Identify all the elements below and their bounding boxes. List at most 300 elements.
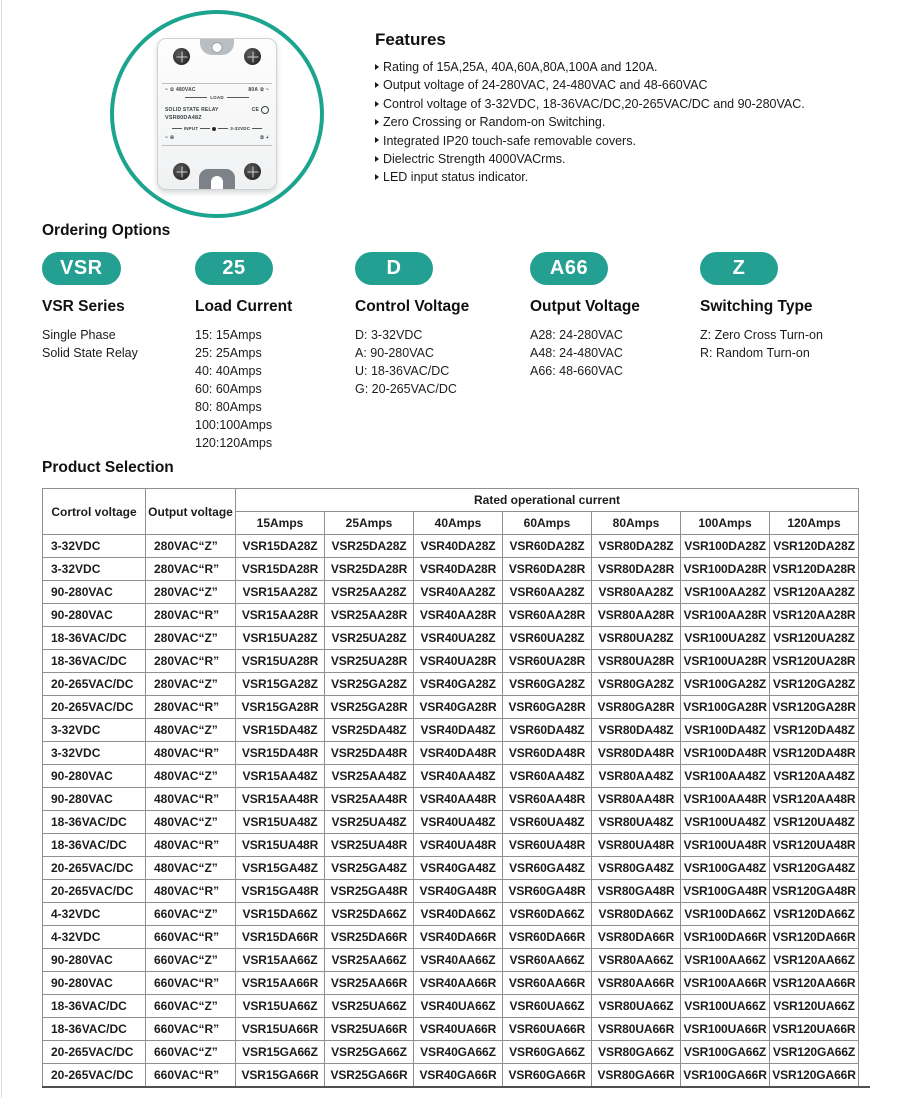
ordering-line: Single Phase [42, 328, 116, 342]
part-number-cell: VSR60UA66Z [503, 995, 592, 1018]
features-section [375, 30, 890, 187]
part-number-cell: VSR100DA48R [681, 742, 770, 765]
load-current-badge: 25 [195, 252, 273, 285]
ordering-line: A28: 24-280VAC [530, 328, 623, 342]
relay-divider [162, 145, 272, 146]
part-number-cell: VSR60AA48Z [503, 765, 592, 788]
part-number-cell: VSR80UA66Z [592, 995, 681, 1018]
output-voltage-cell: 280VAC“R” [146, 558, 236, 581]
ordering-column-series [42, 252, 138, 362]
screw-icon [173, 48, 190, 65]
relay-bottom-mount-tab [199, 169, 235, 189]
output-voltage-cell: 660VAC“R” [146, 926, 236, 949]
part-number-cell: VSR40DA28Z [414, 535, 503, 558]
ordering-line: 15: 15Amps [195, 328, 262, 342]
table-row [43, 650, 859, 673]
part-number-cell: VSR80AA48Z [592, 765, 681, 788]
output-voltage-cell: 280VAC“R” [146, 650, 236, 673]
product-selection-table [42, 488, 859, 1087]
part-number-cell: VSR15GA66R [236, 1064, 325, 1087]
relay-terminal-label: ~ ① 480VAC [165, 87, 196, 93]
part-number-cell: VSR80GA66Z [592, 1041, 681, 1064]
part-number-cell: VSR15GA66Z [236, 1041, 325, 1064]
part-number-cell: VSR25DA66R [325, 926, 414, 949]
table-row [43, 1018, 859, 1041]
part-number-cell: VSR120AA28Z [770, 581, 859, 604]
part-number-cell: VSR60GA48Z [503, 857, 592, 880]
part-number-cell: VSR120GA28Z [770, 673, 859, 696]
part-number-cell: VSR120GA28R [770, 696, 859, 719]
output-voltage-cell: 480VAC“R” [146, 880, 236, 903]
output-voltage-cell: 660VAC“Z” [146, 1041, 236, 1064]
table-row [43, 972, 859, 995]
part-number-cell: VSR25GA28Z [325, 673, 414, 696]
part-number-cell: VSR40DA48R [414, 742, 503, 765]
part-number-cell: VSR15AA66R [236, 972, 325, 995]
part-number-cell: VSR80GA48R [592, 880, 681, 903]
output-voltage-cell: 280VAC“Z” [146, 673, 236, 696]
part-number-cell: VSR60GA66Z [503, 1041, 592, 1064]
part-number-cell: VSR60UA48R [503, 834, 592, 857]
col-header-amps: 15Amps [236, 512, 325, 535]
feature-item: Integrated IP20 touch-safe removable covers. [375, 132, 890, 150]
relay-product-title: SOLID STATE RELAY [165, 107, 219, 113]
part-number-cell: VSR120GA48Z [770, 857, 859, 880]
part-number-cell: VSR60AA28Z [503, 581, 592, 604]
ordering-line: 25: 25Amps [195, 346, 262, 360]
part-number-cell: VSR80DA48R [592, 742, 681, 765]
wire-line [172, 128, 182, 129]
part-number-cell: VSR25DA28Z [325, 535, 414, 558]
ordering-line: Z: Zero Cross Turn-on [700, 328, 823, 342]
part-number-cell: VSR100UA48R [681, 834, 770, 857]
col-header-amps: 120Amps [770, 512, 859, 535]
relay-input-label: INPUT [183, 126, 199, 131]
part-number-cell: VSR40DA66R [414, 926, 503, 949]
relay-model-row [165, 115, 269, 121]
table-row [43, 719, 859, 742]
part-number-cell: VSR80GA66R [592, 1064, 681, 1087]
ordering-options-title: Ordering Options [42, 222, 171, 239]
table-row [43, 857, 859, 880]
part-number-cell: VSR100UA48Z [681, 811, 770, 834]
part-number-cell: VSR60UA66R [503, 1018, 592, 1041]
part-number-cell: VSR100UA28Z [681, 627, 770, 650]
wire-line [218, 128, 228, 129]
part-number-cell: VSR40AA28Z [414, 581, 503, 604]
ordering-line: D: 3-32VDC [355, 328, 423, 342]
part-number-cell: VSR40GA48R [414, 880, 503, 903]
part-number-cell: VSR15AA28Z [236, 581, 325, 604]
part-number-cell: VSR80GA28Z [592, 673, 681, 696]
relay-load-row [165, 95, 269, 100]
col-header-amps: 80Amps [592, 512, 681, 535]
table-row [43, 1041, 859, 1064]
mount-slot [211, 176, 223, 189]
part-number-cell: VSR100AA28R [681, 604, 770, 627]
col-header-amps: 25Amps [325, 512, 414, 535]
table-row [43, 558, 859, 581]
control-voltage-cell: 20-265VAC/DC [43, 880, 146, 903]
control-voltage-cell: 20-265VAC/DC [43, 1041, 146, 1064]
part-number-cell: VSR40GA28Z [414, 673, 503, 696]
wire-line [200, 128, 210, 129]
part-number-cell: VSR80AA66Z [592, 949, 681, 972]
part-number-cell: VSR100DA66R [681, 926, 770, 949]
part-number-cell: VSR25UA48Z [325, 811, 414, 834]
control-voltage-cell: 18-36VAC/DC [43, 650, 146, 673]
col-header-amps: 100Amps [681, 512, 770, 535]
part-number-cell: VSR60GA48R [503, 880, 592, 903]
switching-type-badge: Z [700, 252, 778, 285]
part-number-cell: VSR80AA66R [592, 972, 681, 995]
output-voltage-cell: 480VAC“Z” [146, 811, 236, 834]
part-number-cell: VSR100DA28Z [681, 535, 770, 558]
output-voltage-cell: 480VAC“Z” [146, 719, 236, 742]
part-number-cell: VSR120AA48Z [770, 765, 859, 788]
ordering-column-lines [700, 326, 823, 362]
relay-title-row [165, 106, 269, 114]
control-voltage-cell: 20-265VAC/DC [43, 696, 146, 719]
relay-input-terminals [165, 135, 269, 141]
screw-icon [173, 163, 190, 180]
relay-image [157, 38, 277, 190]
wire-line [227, 97, 249, 98]
part-number-cell: VSR25GA66Z [325, 1041, 414, 1064]
part-number-cell: VSR15DA28Z [236, 535, 325, 558]
part-number-cell: VSR120GA48R [770, 880, 859, 903]
control-voltage-cell: 20-265VAC/DC [43, 857, 146, 880]
part-number-cell: VSR120DA48Z [770, 719, 859, 742]
relay-load-terminals [165, 87, 269, 93]
part-number-cell: VSR60DA48Z [503, 719, 592, 742]
part-number-cell: VSR80GA28R [592, 696, 681, 719]
part-number-cell: VSR80DA48Z [592, 719, 681, 742]
control-voltage-cell: 18-36VAC/DC [43, 834, 146, 857]
table-row [43, 949, 859, 972]
table-row [43, 765, 859, 788]
control-voltage-cell: 3-32VDC [43, 742, 146, 765]
product-selection-title: Product Selection [42, 459, 174, 476]
part-number-cell: VSR120UA28Z [770, 627, 859, 650]
table-row [43, 926, 859, 949]
part-number-cell: VSR60DA66Z [503, 903, 592, 926]
ordering-column-title: VSR Series [42, 298, 125, 315]
control-voltage-cell: 18-36VAC/DC [43, 627, 146, 650]
part-number-cell: VSR40GA48Z [414, 857, 503, 880]
col-header-amps: 40Amps [414, 512, 503, 535]
page-edge-line [1, 0, 2, 1098]
ordering-line: Solid State Relay [42, 346, 138, 360]
part-number-cell: VSR40GA66R [414, 1064, 503, 1087]
control-voltage-cell: 18-36VAC/DC [43, 1018, 146, 1041]
part-number-cell: VSR40UA28R [414, 650, 503, 673]
part-number-cell: VSR25UA48R [325, 834, 414, 857]
output-voltage-cell: 660VAC“Z” [146, 949, 236, 972]
output-voltage-cell: 280VAC“Z” [146, 581, 236, 604]
part-number-cell: VSR15UA28R [236, 650, 325, 673]
ordering-line: A: 90-280VAC [355, 346, 434, 360]
table-row [43, 834, 859, 857]
part-number-cell: VSR15AA28R [236, 604, 325, 627]
ordering-line: R: Random Turn-on [700, 346, 810, 360]
part-number-cell: VSR15GA48Z [236, 857, 325, 880]
ordering-column-title: Load Current [195, 298, 293, 315]
part-number-cell: VSR25GA28R [325, 696, 414, 719]
part-number-cell: VSR25AA66Z [325, 949, 414, 972]
part-number-cell: VSR25UA66R [325, 1018, 414, 1041]
ordering-line: 40: 40Amps [195, 364, 262, 378]
features-title: Features [375, 30, 446, 49]
part-number-cell: VSR120AA28R [770, 604, 859, 627]
part-number-cell: VSR25UA28R [325, 650, 414, 673]
part-number-cell: VSR100DA48Z [681, 719, 770, 742]
part-number-cell: VSR120DA48R [770, 742, 859, 765]
part-number-cell: VSR60AA66Z [503, 949, 592, 972]
part-number-cell: VSR60AA48R [503, 788, 592, 811]
ordering-column-load-current [195, 252, 292, 452]
table-row [43, 903, 859, 926]
part-number-cell: VSR25AA48R [325, 788, 414, 811]
part-number-cell: VSR40UA66R [414, 1018, 503, 1041]
part-number-cell: VSR100GA66R [681, 1064, 770, 1087]
part-number-cell: VSR60AA66R [503, 972, 592, 995]
control-voltage-cell: 90-280VAC [43, 765, 146, 788]
ordering-column-lines [195, 326, 292, 452]
ordering-line: 100:100Amps [195, 418, 273, 432]
output-voltage-cell: 660VAC“R” [146, 1064, 236, 1087]
part-number-cell: VSR40AA48Z [414, 765, 503, 788]
feature-item: Dielectric Strength 4000VACrms. [375, 150, 890, 168]
table-row [43, 627, 859, 650]
control-voltage-badge: D [355, 252, 433, 285]
output-voltage-badge: A66 [530, 252, 608, 285]
control-voltage-cell: 18-36VAC/DC [43, 995, 146, 1018]
part-number-cell: VSR25DA48Z [325, 719, 414, 742]
relay-control-voltage-label: 3-32VDC [230, 126, 251, 131]
part-number-cell: VSR15DA48R [236, 742, 325, 765]
screw-icon [244, 163, 261, 180]
part-number-cell: VSR120DA28R [770, 558, 859, 581]
part-number-cell: VSR40GA66Z [414, 1041, 503, 1064]
feature-item: LED input status indicator. [375, 168, 890, 186]
part-number-cell: VSR120GA66Z [770, 1041, 859, 1064]
part-number-cell: VSR80DA28Z [592, 535, 681, 558]
part-number-cell: VSR100GA66Z [681, 1041, 770, 1064]
part-number-cell: VSR60DA66R [503, 926, 592, 949]
output-voltage-cell: 280VAC“R” [146, 696, 236, 719]
control-voltage-cell: 20-265VAC/DC [43, 673, 146, 696]
part-number-cell: VSR100UA66Z [681, 995, 770, 1018]
part-number-cell: VSR25DA28R [325, 558, 414, 581]
part-number-cell: VSR15DA66Z [236, 903, 325, 926]
ordering-line: 60: 60Amps [195, 382, 262, 396]
part-number-cell: VSR25AA66R [325, 972, 414, 995]
relay-load-label: LOAD [210, 95, 224, 100]
relay-model-number: VSR80DA48Z [165, 115, 202, 121]
part-number-cell: VSR60DA28R [503, 558, 592, 581]
part-number-cell: VSR15GA48R [236, 880, 325, 903]
feature-item: Rating of 15A,25A, 40A,60A,80A,100A and 120A. [375, 58, 890, 76]
part-number-cell: VSR120DA66R [770, 926, 859, 949]
part-number-cell: VSR40AA48R [414, 788, 503, 811]
certification-ring-icon [261, 106, 269, 114]
part-number-cell: VSR80UA48R [592, 834, 681, 857]
selection-table-body [43, 535, 859, 1087]
table-row [43, 535, 859, 558]
control-voltage-cell: 4-32VDC [43, 926, 146, 949]
part-number-cell: VSR80UA28R [592, 650, 681, 673]
ordering-column-lines [530, 326, 640, 380]
table-row [43, 604, 859, 627]
part-number-cell: VSR15AA48R [236, 788, 325, 811]
part-number-cell: VSR80DA66R [592, 926, 681, 949]
part-number-cell: VSR100DA66Z [681, 903, 770, 926]
mount-hole [212, 42, 223, 53]
part-number-cell: VSR25GA48R [325, 880, 414, 903]
part-number-cell: VSR60UA28Z [503, 627, 592, 650]
part-number-cell: VSR15GA28Z [236, 673, 325, 696]
ordering-column-switching-type [700, 252, 823, 362]
ordering-column-title: Output Voltage [530, 298, 640, 315]
col-header-rated-current: Rated operational current [236, 489, 859, 512]
part-number-cell: VSR120UA66R [770, 1018, 859, 1041]
control-voltage-cell: 90-280VAC [43, 949, 146, 972]
relay-top-mount-tab [200, 39, 234, 55]
ordering-column-lines [42, 326, 138, 362]
part-number-cell: VSR15DA48Z [236, 719, 325, 742]
part-number-cell: VSR60DA48R [503, 742, 592, 765]
part-number-cell: VSR15UA28Z [236, 627, 325, 650]
part-number-cell: VSR120UA66Z [770, 995, 859, 1018]
output-voltage-cell: 480VAC“Z” [146, 857, 236, 880]
output-voltage-cell: 280VAC“Z” [146, 535, 236, 558]
feature-item: Control voltage of 3-32VDC, 18-36VAC/DC,20-265VAC/DC and 90-280VAC. [375, 95, 890, 113]
part-number-cell: VSR100GA48Z [681, 857, 770, 880]
part-number-cell: VSR15AA48Z [236, 765, 325, 788]
part-number-cell: VSR100AA66Z [681, 949, 770, 972]
part-number-cell: VSR15AA66Z [236, 949, 325, 972]
wire-line [185, 97, 207, 98]
part-number-cell: VSR15DA28R [236, 558, 325, 581]
part-number-cell: VSR100AA66R [681, 972, 770, 995]
part-number-cell: VSR120AA66Z [770, 949, 859, 972]
col-header-output-voltage: Output voltage [146, 489, 236, 535]
screw-icon [244, 48, 261, 65]
relay-input-row [165, 126, 269, 131]
feature-item: Output voltage of 24-280VAC, 24-480VAC and 48-660VAC [375, 76, 890, 94]
part-number-cell: VSR15DA66R [236, 926, 325, 949]
part-number-cell: VSR25AA28R [325, 604, 414, 627]
part-number-cell: VSR80UA28Z [592, 627, 681, 650]
part-number-cell: VSR100GA28R [681, 696, 770, 719]
part-number-cell: VSR100GA28Z [681, 673, 770, 696]
part-number-cell: VSR40AA28R [414, 604, 503, 627]
part-number-cell: VSR100AA48Z [681, 765, 770, 788]
part-number-cell: VSR40DA66Z [414, 903, 503, 926]
part-number-cell: VSR60GA28R [503, 696, 592, 719]
control-voltage-cell: 3-32VDC [43, 535, 146, 558]
series-badge: VSR [42, 252, 121, 285]
part-number-cell: VSR25DA48R [325, 742, 414, 765]
table-row [43, 581, 859, 604]
ordering-column-title: Switching Type [700, 298, 813, 315]
ordering-line: A48: 24-480VAC [530, 346, 623, 360]
part-number-cell: VSR15UA66Z [236, 995, 325, 1018]
part-number-cell: VSR80AA28R [592, 604, 681, 627]
output-voltage-cell: 480VAC“R” [146, 834, 236, 857]
part-number-cell: VSR25GA48Z [325, 857, 414, 880]
output-voltage-cell: 660VAC“R” [146, 1018, 236, 1041]
ordering-column-output-voltage [530, 252, 640, 380]
part-number-cell: VSR40UA28Z [414, 627, 503, 650]
ordering-line: U: 18-36VAC/DC [355, 364, 450, 378]
part-number-cell: VSR100AA48R [681, 788, 770, 811]
part-number-cell: VSR15GA28R [236, 696, 325, 719]
part-number-cell: VSR120UA28R [770, 650, 859, 673]
relay-terminal-label: ~ ④ [165, 135, 175, 141]
part-number-cell: VSR80DA28R [592, 558, 681, 581]
part-number-cell: VSR80AA28Z [592, 581, 681, 604]
part-number-cell: VSR80GA48Z [592, 857, 681, 880]
certification-marks [252, 106, 269, 114]
product-image-circle [110, 10, 324, 218]
part-number-cell: VSR40UA66Z [414, 995, 503, 1018]
ordering-column-lines [355, 326, 469, 398]
part-number-cell: VSR80UA66R [592, 1018, 681, 1041]
control-voltage-cell: 18-36VAC/DC [43, 811, 146, 834]
part-number-cell: VSR15UA48Z [236, 811, 325, 834]
ordering-line: A66: 48-660VAC [530, 364, 623, 378]
ordering-line: G: 20-265VAC/DC [355, 382, 457, 396]
part-number-cell: VSR40UA48R [414, 834, 503, 857]
led-indicator-icon [212, 127, 216, 131]
part-number-cell: VSR40AA66R [414, 972, 503, 995]
output-voltage-cell: 660VAC“Z” [146, 903, 236, 926]
features-list [375, 58, 890, 187]
col-header-control-voltage: Cortrol voltage [43, 489, 146, 535]
control-voltage-cell: 20-265VAC/DC [43, 1064, 146, 1087]
part-number-cell: VSR120AA66R [770, 972, 859, 995]
part-number-cell: VSR80UA48Z [592, 811, 681, 834]
part-number-cell: VSR60UA28R [503, 650, 592, 673]
relay-divider [162, 83, 272, 84]
col-header-amps: 60Amps [503, 512, 592, 535]
table-row [43, 1064, 859, 1087]
part-number-cell: VSR100GA48R [681, 880, 770, 903]
part-number-cell: VSR25UA28Z [325, 627, 414, 650]
output-voltage-cell: 480VAC“R” [146, 788, 236, 811]
part-number-cell: VSR120DA66Z [770, 903, 859, 926]
relay-terminal-label: 80A ② ~ [248, 87, 269, 93]
part-number-cell: VSR25UA66Z [325, 995, 414, 1018]
part-number-cell: VSR100DA28R [681, 558, 770, 581]
part-number-cell: VSR120GA66R [770, 1064, 859, 1087]
control-voltage-cell: 3-32VDC [43, 558, 146, 581]
table-row [43, 880, 859, 903]
part-number-cell: VSR80DA66Z [592, 903, 681, 926]
ordering-column-title: Control Voltage [355, 298, 470, 315]
feature-item: Zero Crossing or Random-on Switching. [375, 113, 890, 131]
control-voltage-cell: 3-32VDC [43, 719, 146, 742]
part-number-cell: VSR100AA28Z [681, 581, 770, 604]
table-row [43, 673, 859, 696]
control-voltage-cell: 90-280VAC [43, 788, 146, 811]
part-number-cell: VSR120UA48Z [770, 811, 859, 834]
output-voltage-cell: 660VAC“R” [146, 972, 236, 995]
part-number-cell: VSR60UA48Z [503, 811, 592, 834]
bottom-rule [42, 1086, 870, 1088]
